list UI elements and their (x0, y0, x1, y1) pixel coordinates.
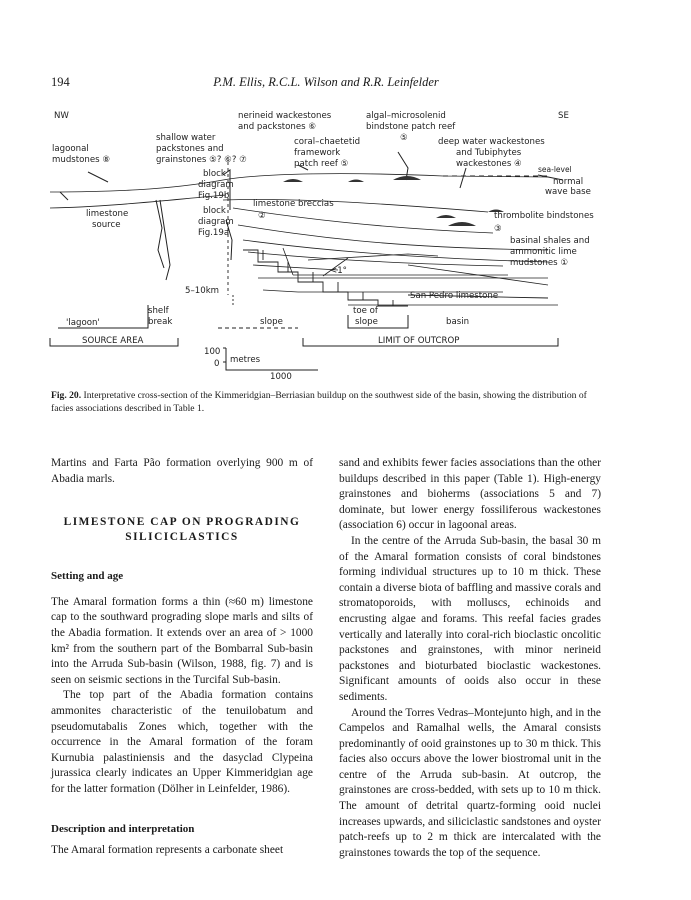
subhead-description: Description and interpretation (51, 822, 195, 835)
paragraph-right-2: In the centre of the Arruda Sub-basin, the basal 30 m of the Amaral formation consists of coral bindstones forming individual structures up to 10 m thick. These contain a diverse biota of baffling and massive corals and stromatoporoids, with molluscs, echinoids and encrusting algae and forams. This reefal facies grades vertically and laterally into coral-rich bioclastic oncolitic packstones and grainstones, with minor nerineid packstones and bioturbated bioclastic wackestones. Significant amounts of ooids also occur in these sediments. (339, 534, 602, 703)
label-limit-outcrop: LIMIT OF OUTCROP (378, 336, 460, 346)
label-deep-3: wackestones ④ (456, 159, 522, 169)
strata-lines (50, 174, 558, 305)
label-lagoonal-1: lagoonal (52, 144, 89, 154)
label-algal-num: ⑤ (400, 133, 408, 143)
running-head: P.M. Ellis, R.C.L. Wilson and R.R. Leinfelder (213, 75, 439, 89)
label-lagoon: 'lagoon' (66, 318, 100, 328)
right-column (339, 456, 601, 861)
label-scale-1000: 1000 (270, 372, 292, 382)
dashed-lines (218, 162, 548, 328)
subhead-setting: Setting and age (51, 570, 124, 583)
paragraph-setting-2: The top part of the Abadia formation contains ammonites characteristic of the tenuilobatum and pseudomutabalis Zones which, together with the occurrence in the Amaral formation of the foram Kurnubia palastiniensis and the dasyclad Clypeina jurassica clearly indicates an Upper Kimmeridgian age for the latter formation (Dölher in Leinfelder, 1986). (51, 689, 313, 795)
label-breccias: limestone breccias (253, 199, 334, 209)
label-block19a-3: Fig.19a (198, 228, 230, 238)
section-title: LIMESTONE CAP ON PROGRADING SILICICLASTICS (63, 516, 301, 544)
label-coral-3: patch reef ⑤ (294, 159, 349, 169)
label-wave-1: normal (553, 177, 584, 187)
figure-caption (51, 390, 601, 415)
label-san-pedro: San Pedro limestone (410, 291, 499, 301)
label-shallow-3: grainstones ⑤? ⑥? ⑦ (156, 155, 247, 165)
label-toe-2: slope (355, 317, 378, 327)
label-shelf-1: shelf (148, 306, 169, 316)
label-scale-0: 0 (214, 359, 220, 369)
caption-label: Fig. 20. (51, 390, 82, 401)
label-algal-1: algal–microsolenid (366, 111, 446, 121)
label-algal-2: bindstone patch reef (366, 122, 456, 132)
label-block19a-2: diagram (198, 217, 234, 227)
figure-labels (52, 111, 594, 382)
left-column (51, 456, 313, 859)
paragraph-right-1: sand and exhibits fewer facies associations than the other buildups described in this paper (Table 1). High-energy grainstones and bioherms (associations 5 and 7) dominate, but lower energy fossiliferous wackestones (association 6) occur in lagoonal areas. (339, 457, 601, 532)
fault-lines (60, 152, 563, 280)
label-basinal-1: basinal shales and (510, 236, 590, 246)
label-nerineid-2: and packstones ⑥ (238, 122, 317, 132)
figure-20 (48, 100, 608, 385)
label-block19b-3: Fig.19b (198, 191, 230, 201)
page-header (51, 75, 601, 91)
cross-section-diagram (48, 100, 608, 385)
label-shallow-2: packstones and (156, 144, 224, 154)
label-scale-100: 100 (204, 347, 221, 357)
label-nw: NW (54, 111, 69, 121)
intro-paragraph: Martins and Farta Pão formation overlying 900 m of Abadia marls. (51, 457, 313, 485)
label-scale-metres: metres (230, 355, 261, 365)
label-thrombolite-1: thrombolite bindstones (494, 211, 594, 221)
label-thrombolite-2: ③ (494, 224, 502, 234)
label-basin: basin (446, 317, 470, 327)
caption-text: Interpretative cross-section of the Kimmeridgian–Berriasian buildup on the southwest side of the basin, showing the distribution of facies associations described in Table 1. (51, 390, 587, 414)
label-breccias-num: ② (258, 211, 266, 221)
label-coral-2: framework (294, 148, 341, 158)
label-block19b-1: block (203, 169, 226, 179)
label-source-area: SOURCE AREA (82, 336, 144, 346)
label-basinal-2: ammonitic lime (510, 247, 577, 257)
label-limestone-source-2: source (92, 220, 121, 230)
label-deep-1: deep water wackestones (438, 137, 545, 147)
label-toe-1: toe of (353, 306, 378, 316)
label-block19a-1: block (203, 206, 226, 216)
page-number: 194 (51, 75, 70, 89)
paragraph-description-1: The Amaral formation represents a carbonate sheet (51, 844, 284, 857)
label-limestone-source-1: limestone (86, 209, 129, 219)
label-basinal-3: mudstones ① (510, 258, 569, 268)
label-nerineid-1: nerineid wackestones (238, 111, 332, 121)
label-distance: 5–10km (185, 286, 220, 296)
label-block19b-2: diagram (198, 180, 234, 190)
label-shallow-1: shallow water (156, 133, 216, 143)
paragraph-right-3: Around the Torres Vedras–Montejunto high, and in the Campelos and Ramalhal wells, the Amaral consists predominantly of ooid grainstones up to 30 m thick. This facies also occurs above the lower biostromal unit in the centre of the Arruda sub-basin. At outcrop, the grainstones are cross-bedded, with sets up to 10 m thick. The amount of detrital quartz-forming ooid nuclei increases upwards, and siliciclastic sandstones and oyster patch-reefs up to 2 m thick are intercalated with the grainstones towards the top of the sequence. (339, 706, 601, 859)
label-lagoonal-2: mudstones ⑧ (52, 155, 111, 165)
paragraph-setting-1: The Amaral formation forms a thin (≈60 m) limestone cap to the southward prograding slope marls and silts of the Abadia formation. It extends over an area of > 1000 km² from the southern part of the Bombarral Sub-basin into the Arruda Sub-basin (Wilson, 1988, fig. 7) and is seen on seismic sections in the Turcifal Sub-basin. (51, 595, 313, 686)
label-angle: <1° (330, 266, 347, 276)
label-se: SE (558, 111, 569, 121)
label-sea-level: sea-level (538, 165, 572, 174)
label-coral-1: coral–chaetetid (294, 137, 361, 147)
label-wave-2: wave base (545, 187, 591, 197)
label-slope: slope (260, 317, 283, 327)
label-deep-2: and Tubiphytes (456, 148, 522, 158)
label-shelf-2: break (148, 317, 173, 327)
